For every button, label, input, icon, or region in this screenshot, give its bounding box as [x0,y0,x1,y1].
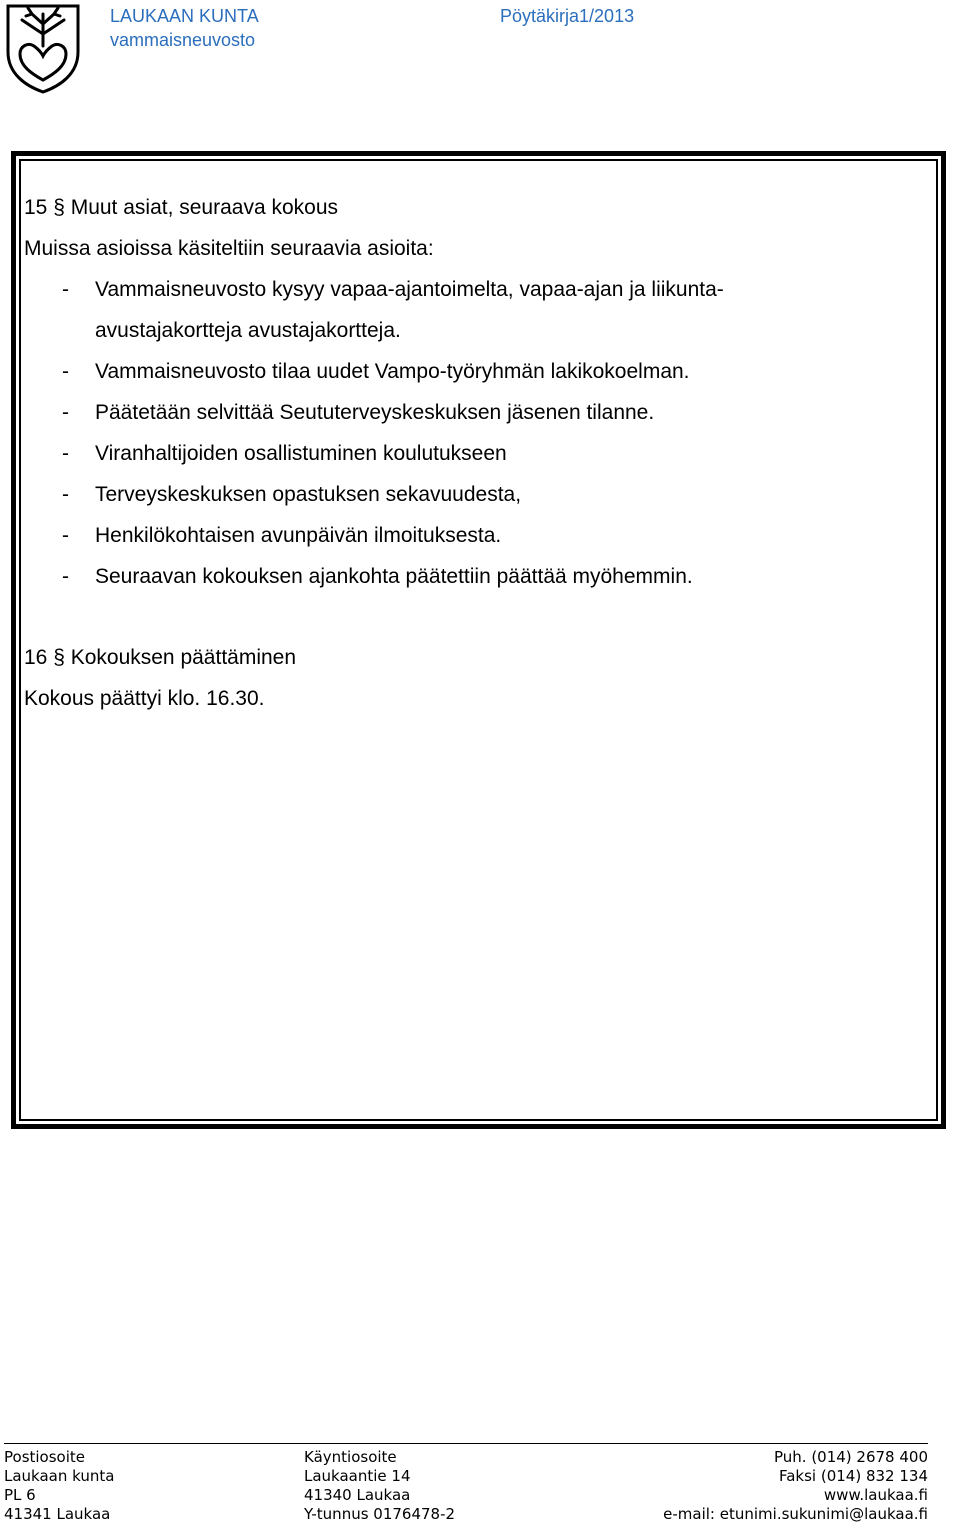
footer-postal-address [4,1448,114,1524]
footer-line: 41341 Laukaa [4,1505,111,1523]
page-footer [4,1443,928,1523]
list-dash: - [62,442,69,465]
coat-of-arms-icon [4,2,82,94]
footer-contact [663,1448,928,1524]
footer-phone: Puh. (014) 2678 400 [773,1448,928,1466]
footer-line: Laukaantie 14 [304,1467,411,1485]
list-item-text-cont: avustajakortteja avustajakortteja. [95,319,401,342]
list-dash: - [62,524,69,547]
frame-inner-border [19,159,938,1121]
footer-line: 41340 Laukaa [304,1486,411,1504]
footer-label: Käyntiosoite [304,1448,397,1466]
list-item-text: Vammaisneuvosto tilaa uudet Vampo-työryhmän lakikokoelman. [95,360,690,383]
list-item-text: Päätetään selvittää Seututerveyskeskuksen jäsenen tilanne. [95,401,655,424]
list-dash: - [62,401,69,424]
organization-name: LAUKAAN KUNTA [110,6,259,26]
section-16-text: Kokous päättyi klo. 16.30. [24,687,265,710]
footer-line: PL 6 [4,1486,36,1504]
list-item-text: Henkilökohtaisen avunpäivän ilmoituksesta. [95,524,502,547]
list-dash: - [62,278,69,301]
list-item-text: Vammaisneuvosto kysyy vapaa-ajantoimelta, vapaa-ajan ja liikunta- [95,278,724,301]
footer-website-link[interactable]: www.laukaa.fi [823,1486,928,1504]
footer-label: Postiosoite [4,1448,85,1466]
list-dash: - [62,483,69,506]
list-item-text: Viranhaltijoiden osallistuminen koulutukseen [95,442,507,465]
footer-fax: Faksi (014) 832 134 [778,1467,928,1485]
footer-email-link[interactable]: e-mail: etunimi.sukunimi@laukaa.fi [663,1505,928,1523]
footer-line: Laukaan kunta [4,1467,115,1485]
list-dash: - [62,565,69,588]
section-15-intro: Muissa asioissa käsiteltiin seuraavia asioita: [24,237,434,260]
department-name: vammaisneuvosto [110,30,256,50]
section-15-title: 15 § Muut asiat, seuraava kokous [24,196,339,219]
document-id: Pöytäkirja1/2013 [500,6,635,26]
list-item-text: Seuraavan kokouksen ajankohta päätettiin päättää myöhemmin. [95,565,693,588]
list-item-text: Terveyskeskuksen opastuksen sekavuudesta, [95,483,522,506]
footer-line: Y-tunnus 0176478-2 [304,1505,456,1523]
section-16-title: 16 § Kokouksen päättäminen [24,646,297,669]
footer-visiting-address [304,1448,455,1524]
list-dash: - [62,360,69,383]
